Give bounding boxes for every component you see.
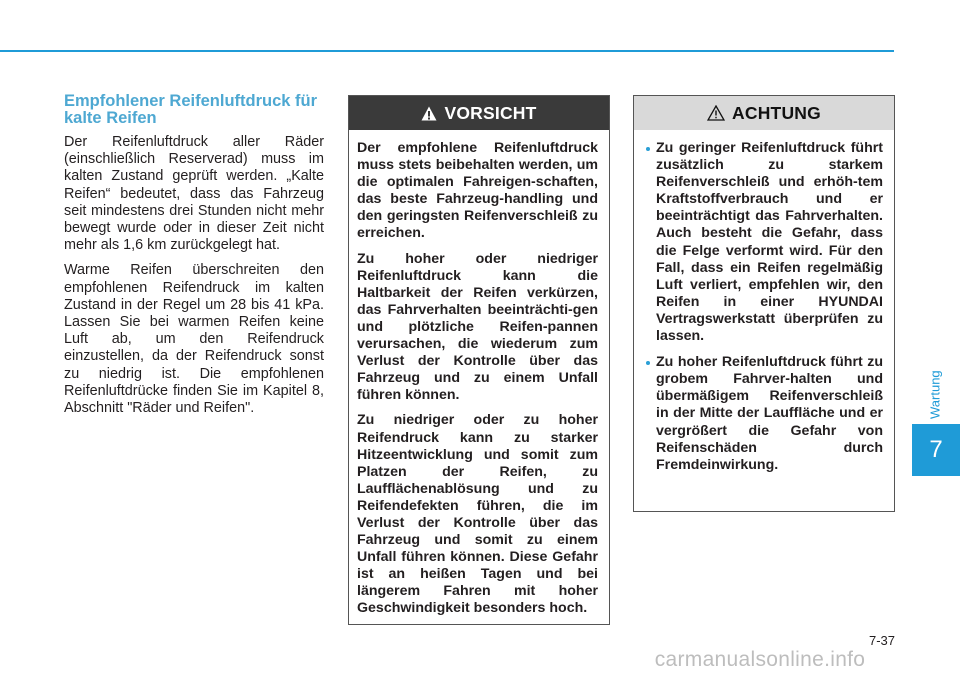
caution-bullet-text: Zu hoher Reifenluftdruck führt zu grobem Fahrver-halten und übermäßigem Reifenverschleiß in der Mitte der Lauffläche und er vergrößert die Gefahr von Reifenschäden durch Fremdeinwirkung.	[656, 354, 883, 473]
top-rule	[0, 50, 894, 52]
caution-bullet	[642, 354, 883, 474]
warning-box	[348, 95, 610, 625]
bullet-dot	[646, 147, 650, 151]
paragraph: Warme Reifen überschreiten den empfohlenen Reifendruck im kalten Zustand in der Regel um 28 bis 41 kPa. Lassen Sie bei warmen Reifen keine Luft ab, um den Reifendruck einzustellen, da der Reifendruck sonst zu niedrig ist. Die empfohlenen Reifenluftdrücke finden Sie im Kapitel 8, Abschnitt "Räder und Reifen".	[64, 262, 324, 417]
warning-paragraph: Zu niedriger oder zu hoher Reifendruck kann zu starker Hitzeentwicklung und somit zum Platzen der Reifen, zu Laufflächenablösung und zu Reifendefekten führen, die im Verlust der Kontrolle über das Fahrzeug und somit zu einem Unfall führen können. Diese Gefahr ist an heißen Tagen und bei längerem Fahren mit hoher Geschwindigkeit besonders hoch.	[357, 412, 598, 617]
paragraph: Der Reifenluftdruck aller Räder (einschließlich Reserverad) muss im kalten Zustand geprüft werden. „Kalte Reifen“ bedeutet, dass das Fahrzeug seit mindestens drei Stunden nicht mehr bewegt wurde oder in dieser Zeit nicht mehr als 1,6 km zurückgelegt hat.	[64, 134, 324, 254]
caution-bullet-text: Zu geringer Reifenluftdruck führt zusätzlich zu starkem Reifenverschleiß und erhöh-tem Kraftstoffverbrauch und er beeinträchtigt das Fahrverhalten. Auch besteht die Gefahr, dass die Felge verformt wird. Für den Fall, dass ein Reifen regelmäßig Luft verliert, empfehlen wir, den Reifen in einer HYUNDAI Vertragswerkstatt überprüfen zu lassen.	[656, 140, 883, 345]
warning-header	[349, 96, 609, 130]
warning-title: VORSICHT	[444, 102, 537, 123]
caution-bullet	[642, 140, 883, 345]
caution-title: ACHTUNG	[732, 102, 821, 123]
chapter-tab: 7	[912, 424, 960, 476]
warning-triangle-icon	[421, 106, 437, 121]
page-number: 7-37	[868, 633, 895, 648]
section-heading: Empfohlener Reifenluftdruck für kalte Reifen	[64, 92, 318, 127]
bullet-dot	[646, 361, 650, 365]
warning-paragraph: Der empfohlene Reifenluftdruck muss stets beibehalten werden, um die optimalen Fahreigen-schaften, das beste Fahrzeug-handling und den geringsten Reifenverschleiß zu erreichen.	[357, 140, 598, 242]
main-text-column	[64, 93, 324, 425]
section-side-label: Wartung	[927, 370, 943, 420]
caution-box	[633, 95, 895, 512]
caution-header	[634, 96, 894, 130]
watermark: carmanualsonline.info	[654, 648, 866, 671]
caution-triangle-icon	[707, 105, 725, 121]
warning-paragraph: Zu hoher oder niedriger Reifenluftdruck kann die Haltbarkeit der Reifen verkürzen, das Fahrverhalten beeinträchti-gen und plötzliche Reifen-pannen verursachen, die wiederum zum Verlust der Kontrolle über das Fahrzeug und zu einem Unfall führen können.	[357, 250, 598, 404]
